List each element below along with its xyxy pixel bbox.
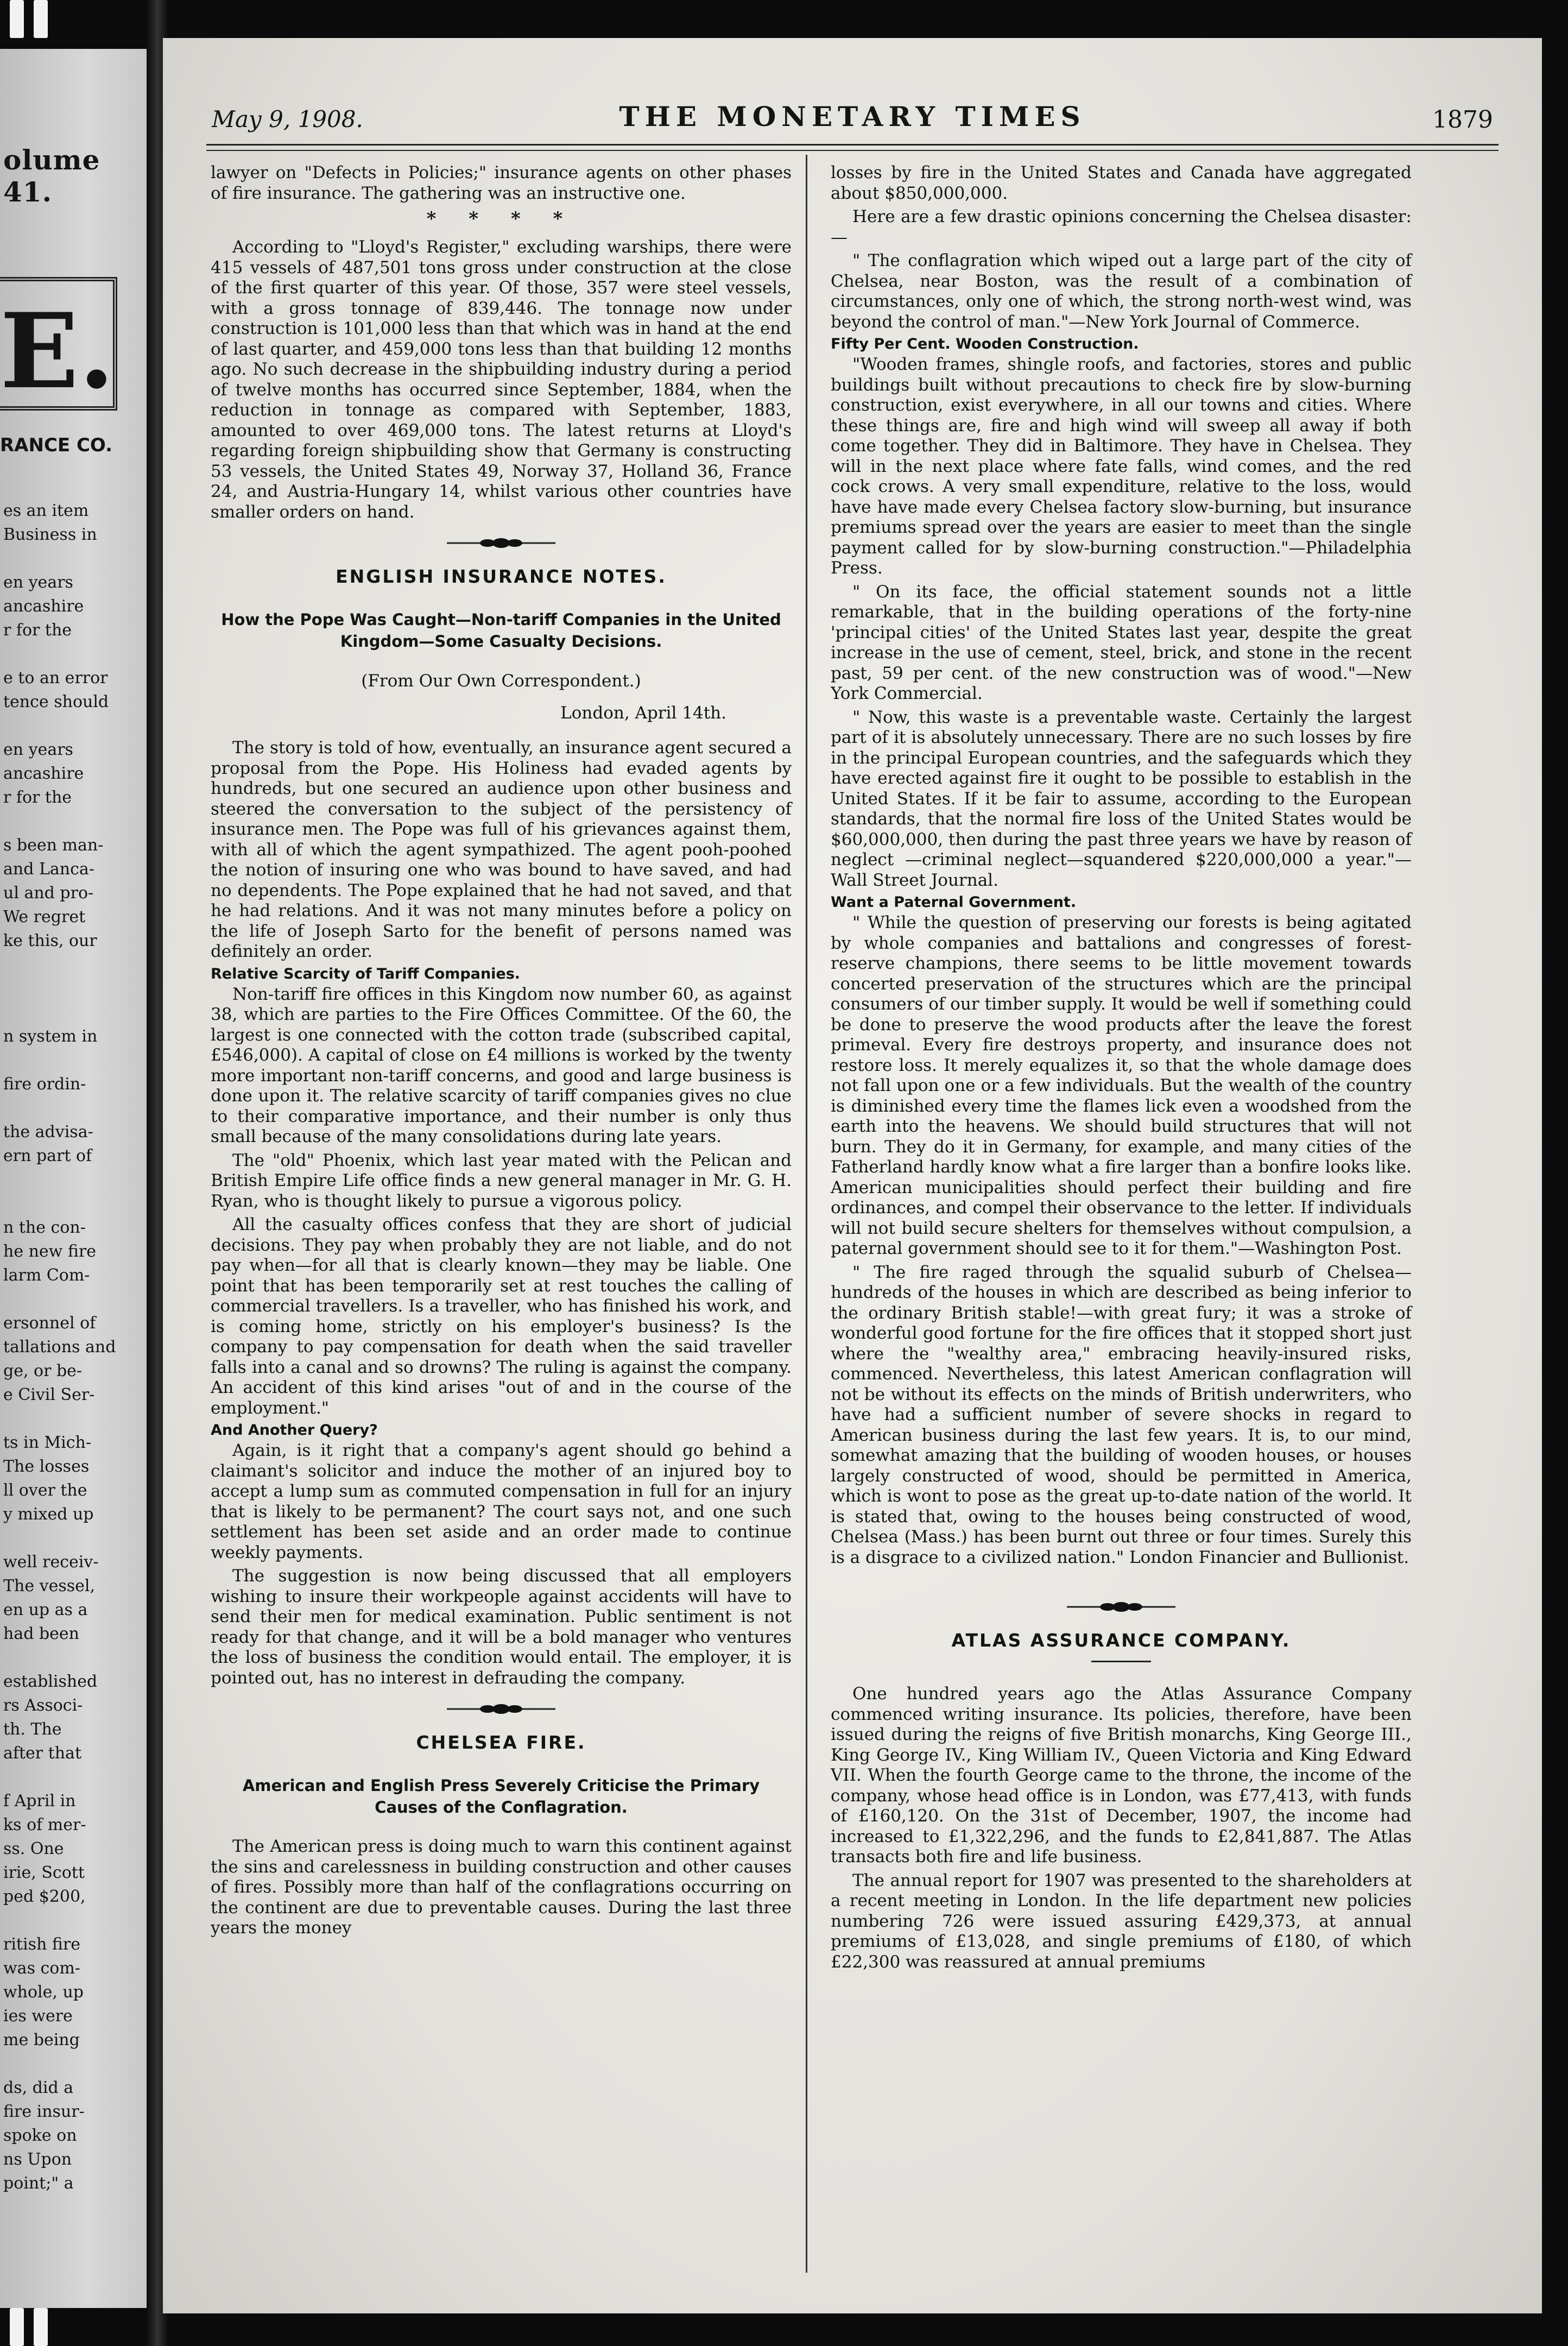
left-page-line: ersonnel of (3, 1314, 96, 1333)
paragraph: The story is told of how, eventually, an insurance agent secured a proposal from the Pope. His Holiness had evaded agents by hundreds, but one secured an audience upon other business and steered the conversation to the subject of the persistency of insurance men. The Pope was full of his grievances against them, with all of which the agent sympathized. The agent pooh-poohed the notion of insuring one who was bound to have saved, and had no dependents. The Pope explained that he had not saved, and that he had relations. And it was not many minutes before a policy on the life of Joseph Sarto for the benefit of persons named was definitely an order. (211, 738, 792, 961)
atlas-assurance-heading: ATLAS ASSURANCE COMPANY. (951, 1630, 1291, 1651)
left-page-line: fire ordin- (3, 1075, 86, 1094)
left-page-fragment (0, 49, 147, 2308)
issue-date: May 9, 1908. (212, 106, 363, 133)
ornament-divider (447, 537, 555, 550)
left-page-line: tence should (3, 692, 109, 711)
paragraph: Again, is it right that a company's agent should go behind a claimant's solicitor and induce the mother of an injured boy to accept a lump sum as commuted compensation in full for an injury that is likely to be permanent? The court says not, and one such settlement has been set aside and an order made to continue weekly payments. (211, 1441, 792, 1562)
paragraph: The American press is doing much to warn this continent against the sins and carelessness in building construction and other causes of fires. Possibly more than half of the conflagrations occurring on the continent are due to preventable causes. During the last three years the money (211, 1837, 792, 1938)
left-page-line: ds, did a (3, 2078, 74, 2097)
paragraph: All the casualty offices confess that they are short of judicial decisions. They pay when probably they are not liable, and do not pay when—for all that is clearly known—they may be liable. One point that has been temporarily set at rest touches the calling of commercial travellers. Is a traveller, who has finished his work, and is coming home, strictly on his employer's business? Is the company to pay compensation for death when the said traveller falls into a canal and so drowns? The ruling is against the company. An accident of this kind arises "out of and in the course of the employment." (211, 1215, 792, 1418)
ornament-divider (447, 1702, 555, 1716)
left-page-line: ns Upon (3, 2150, 72, 2169)
paragraph: The annual report for 1907 was presented to the shareholders at a recent meeting in London. In the life department new policies numbering 726 were issued assuring £429,373, at annual premiums of £13,028, and single premiums of £180, of which £22,300 was reassured at annual premiums (831, 1870, 1412, 1972)
left-page-line: after that (3, 1744, 81, 1763)
chelsea-fire-text (211, 1837, 792, 1939)
paragraph: lawyer on "Defects in Policies;" insurance agents on other phases of fire insurance. The gathering was an instructive one. (211, 163, 792, 203)
left-page-line: The losses (3, 1457, 90, 1476)
header-rule (206, 144, 1499, 151)
chelsea-fire-heading: CHELSEA FIRE. (416, 1732, 586, 1753)
dateline: London, April 14th. (560, 703, 726, 723)
left-page-line: me being (3, 2030, 80, 2049)
left-page-line: e Civil Ser- (3, 1385, 95, 1404)
left-page-line: established (3, 1672, 98, 1691)
english-notes-heading: ENGLISH INSURANCE NOTES. (336, 566, 667, 587)
heading-rule (1091, 1661, 1151, 1662)
left-page-line: n the con- (3, 1218, 86, 1237)
left-page-line: larm Com- (3, 1266, 90, 1285)
left-page-line: en up as a (3, 1600, 88, 1619)
another-query-subhead: And Another Query? (211, 1422, 378, 1439)
paragraph: Non-tariff fire offices in this Kingdom now number 60, as against 38, which are parties to the Fire Offices Committee. Of the 60, the largest is one connected with the cotton trade (subscribed capital, £546,000). A capital of close on £4 millions is worked by the twenty more important non-tariff concerns, and good and large business is done upon it. The relative scarcity of tariff companies gives no clue to their comparative importance, and their number is only thus small because of the many consolidations during late years. (211, 984, 792, 1146)
ornament-divider (1067, 1600, 1175, 1613)
paragraph: " The conflagration which wiped out a large part of the city of Chelsea, near Boston, was the result of a combination of circumstances, only one of which, the strong north-west wind, was beyond the control of man."—New York Journal of Commerce. (831, 251, 1412, 332)
left-page-line: es an item (3, 501, 89, 520)
left-page-line: was com- (3, 1959, 80, 1978)
lloyds-register-text (211, 237, 792, 522)
film-mark (10, 0, 24, 38)
atlas-assurance-text (831, 1684, 1412, 1972)
left-page-line: s been man- (3, 836, 104, 855)
left-page-line: n system in (3, 1027, 98, 1046)
page-header (212, 100, 1493, 138)
left-page-line: ge, or be- (3, 1361, 83, 1380)
advertisement-letter: E. (0, 291, 115, 412)
left-page-line: ss. One (3, 1839, 64, 1858)
left-page-line: ke this, our (3, 931, 97, 950)
film-mark (34, 2308, 48, 2346)
section-stars: * * * * (426, 208, 576, 230)
another-query-text (211, 1441, 792, 1688)
correspondent-byline: (From Our Own Correspondent.) (361, 671, 641, 691)
left-page-line: The vessel, (3, 1576, 95, 1595)
tariff-companies-subhead: Relative Scarcity of Tariff Companies. (211, 965, 521, 982)
left-page-line: ts in Mich- (3, 1433, 92, 1452)
left-page-line: had been (3, 1624, 79, 1643)
left-page-line: ies were (3, 2007, 73, 2026)
paragraph: One hundred years ago the Atlas Assurance Company commenced writing insurance. Its policies, therefore, have been issued during the reigns of five British monarchs, King George III., King George IV., King William IV., Queen Victoria and King Edward VII. When the fourth George came to the throne, the income of the company, whose head office is in London, was £77,413, with funds of £160,120. On the 31st of December, 1907, the income had increased to £1,322,296, and the funds to £2,841,887. The Atlas transacts both fire and life business. (831, 1684, 1412, 1866)
paragraph: According to "Lloyd's Register," excluding warships, there were 415 vessels of 487,501 tons gross under construction at the close of the first quarter of this year. Of those, 357 were steel vessels, with a gross tonnage of 839,446. The tonnage now under construction is 101,000 less than that which was in hand at the end of last quarter, and 459,000 tons less than that building 12 months ago. No such decrease in the shipbuilding industry during a period of twelve months has occurred since September, 1884, when the reduction in tonnage as compared with September, 1883, amounted to over 469,000 tons. The latest returns at Lloyd's regarding foreign shipbuilding show that Germany is constructing 53 vessels, the United States 49, Norway 37, Holland 36, France 24, and Austria-Hungary 14, whilst various other countries have smaller orders on hand. (211, 237, 792, 522)
paternal-government-subhead: Want a Paternal Government. (831, 894, 1077, 911)
pope-story-text (211, 738, 792, 962)
left-page-line: y mixed up (3, 1505, 94, 1524)
left-page-line: en years (3, 740, 73, 759)
paragraph: " While the question of preserving our forests is being agitated by whole companies and battalions and congresses of forest-reserve champions, there seems to be little movement towards concerted preservation of the structures which are the principal consumers of our timber supply. It would be well if something could be done to preserve the wood products after the leave the forest primeval. Every fire destroys property, and insurance does not restore loss. It merely equalizes it, so that the whole damage does not fall upon one or a few individuals. But the wealth of the country is diminished every time the flames lick even a woodshed from the earth into the heavens. We should build structures that will not burn. They do it in Germany, for example, and many cities of the Fatherland hardly know what a fire larger than a bonfire looks like. American municipalities should perfect their building and fire ordinances, and compel their observance to the letter. If individuals will not build secure shelters for themselves without compulsion, a paternal government should see to it for them."—Washington Post. (831, 913, 1412, 1258)
left-page-line: th. The (3, 1720, 62, 1739)
chelsea-continued-text (831, 163, 1412, 332)
left-page-line: Business in (3, 525, 97, 544)
left-page-line: point;" a (3, 2174, 74, 2193)
left-page-line: he new fire (3, 1242, 97, 1261)
intro-text (211, 163, 792, 204)
left-column (211, 163, 792, 1942)
paragraph: "Wooden frames, shingle roofs, and factories, stores and public buildings built without precautions to check fire by slow-burning construction, exist everywhere, in all our towns and cities. Where these things are, fire and high wind will sweep all away if both come together. They did in Baltimore. They have in Chelsea. They will in the next place where fate falls, wind comes, and the red cock crows. A very small expenditure, relative to the loss, would have have made every Chelsea factory slow-burning, but insurance premiums spread over the years are easier to meet than the single payment called for by slow-burning construction."—Philadelphia Press. (831, 355, 1412, 578)
left-page-line: and Lanca- (3, 860, 94, 879)
volume-label: olume 41. (3, 144, 100, 208)
paragraph: The "old" Phoenix, which last year mated with the Pelican and British Empire Life office finds a new general manager in Mr. G. H. Ryan, who is thought likely to pursue a vigorous policy. (211, 1150, 792, 1211)
left-page-line: fire insur- (3, 2102, 85, 2121)
left-page-line: ern part of (3, 1146, 92, 1165)
film-mark (10, 2308, 24, 2346)
left-page-line: rs Associ- (3, 1696, 83, 1715)
left-page-line: spoke on (3, 2126, 77, 2145)
advertisement-company: RANCE CO. (0, 434, 112, 456)
left-page-line: ped $200, (3, 1887, 86, 1906)
column-rule (806, 155, 807, 2273)
left-page-line: ancashire (3, 597, 84, 616)
chelsea-fire-subheading: American and English Press Severely Criticise the Primary Causes of the Conflagration. (242, 1776, 760, 1817)
left-page-line: ritish fire (3, 1935, 80, 1954)
left-page-line: We regret (3, 907, 86, 926)
left-page-line: irie, Scott (3, 1863, 85, 1882)
page-number: 1879 (1432, 106, 1493, 134)
left-page-line: r for the (3, 621, 72, 640)
left-page-line: the advisa- (3, 1122, 93, 1142)
left-page-line: tallations and (3, 1338, 116, 1357)
left-page-line: ancashire (3, 764, 84, 783)
paternal-government-text (831, 913, 1412, 1568)
left-page-line: well receiv- (3, 1553, 99, 1572)
left-page-line: ks of mer- (3, 1815, 86, 1834)
film-mark (34, 0, 48, 38)
wooden-construction-text (831, 355, 1412, 891)
left-page-line: r for the (3, 788, 72, 807)
left-page-line: ul and pro- (3, 884, 94, 903)
paragraph: The suggestion is now being discussed that all employers wishing to insure their workpeople against accidents will have to send their men for medical examination. Public sentiment is not ready for that change, and it will be a bold manager who ventures the loss of business the condition would entail. The employer, it is pointed out, has no interest in defrauding the company. (211, 1566, 792, 1688)
paragraph: " The fire raged through the squalid suburb of Chelsea—hundreds of the houses in which are described as being inferior to the ordinary British stable!—with great fury; it was a stroke of wonderful good fortune for the fire offices that it stopped short just where the "wealthy area," embracing heavily-insured risks, commenced. Nevertheless, this latest American conflagration will not be without its effects on the minds of British underwriters, who have had a sufficient number of severe shocks in regard to American business during the last few years. It is, to our mind, somewhat amazing that the building of wooden houses, or houses largely constructed of wood, should be permitted in America, which is wont to pose as the great up-to-date nation of the world. It is stated that, owing to the houses being constructed of wood, Chelsea (Mass.) has been burnt out three or four times. Surely this is a disgrace to a civilized nation." London Financier and Bullionist. (831, 1262, 1412, 1567)
left-page-line: f April in (3, 1792, 76, 1811)
paragraph: losses by fire in the United States and Canada have aggregated about $850,000,000. (831, 163, 1412, 203)
left-page-line: en years (3, 573, 73, 592)
wooden-construction-subhead: Fifty Per Cent. Wooden Construction. (831, 336, 1139, 352)
paragraph: Here are a few drastic opinions concerning the Chelsea disaster:— (831, 207, 1412, 247)
newspaper-page (163, 38, 1542, 2313)
left-page-line: ll over the (3, 1481, 87, 1500)
english-notes-subheading: How the Pope Was Caught—Non-tariff Companies in the United Kingdom—Some Casualty Decisions. (221, 610, 781, 651)
paragraph: " On its face, the official statement sounds not a little remarkable, that in the building operations of the forty-nine 'principal cities' of the United States last year, despite the great increase in the use of cement, steel, brick, and stone in the recent past, 59 per cent. of the new construction was of wood."—New York Commercial. (831, 582, 1412, 703)
masthead: THE MONETARY TIMES (619, 100, 1086, 133)
right-column (831, 163, 1412, 1976)
tariff-companies-text (211, 985, 792, 1419)
left-page-line: whole, up (3, 1983, 84, 2002)
paragraph: " Now, this waste is a preventable waste. Certainly the largest part of it is absolutely unnecessary. There are no such losses by fire in the principal European countries, and the safeguards which they have erected against fire it ought to be possible to establish in the United States. If it be fair to assume, according to the European standards, that the normal fire loss of the United States would be $60,000,000, then during the past three years we have by reason of neglect —criminal neglect—squandered $220,000,000 a year."—Wall Street Journal. (831, 707, 1412, 890)
left-page-line: e to an error (3, 669, 108, 688)
